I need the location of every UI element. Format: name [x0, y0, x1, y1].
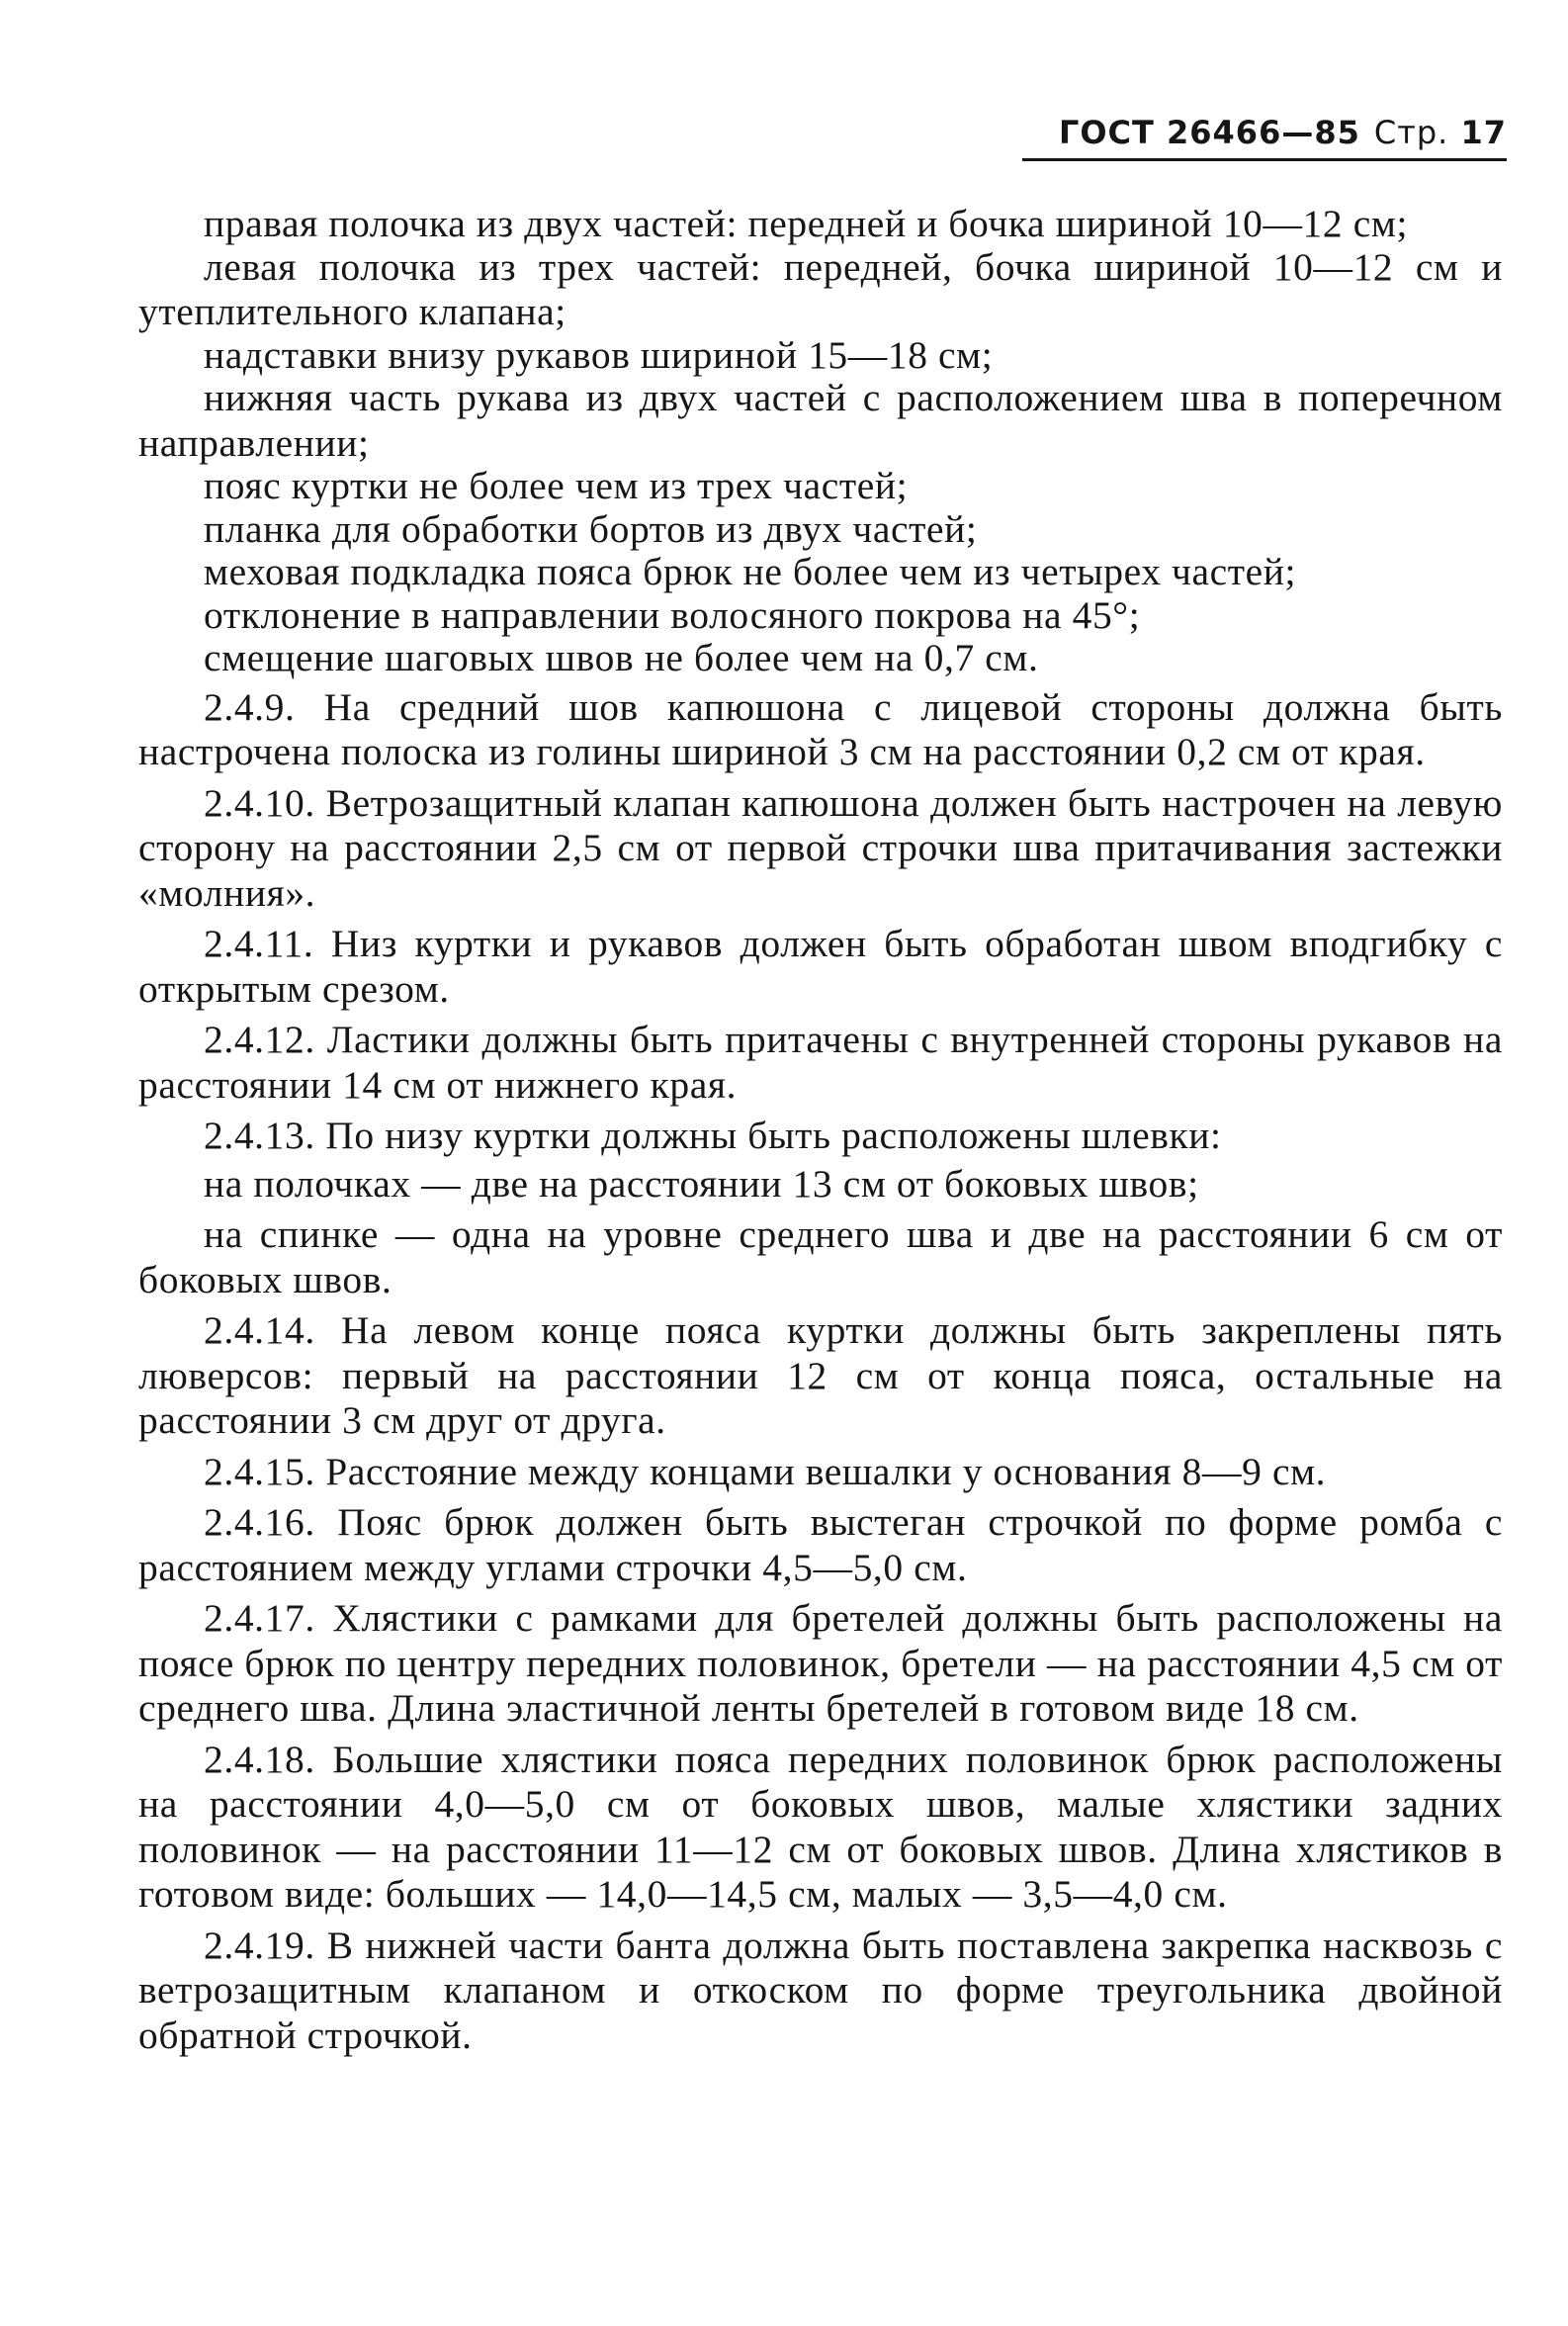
paragraph: левая полочка из трех частей: передней, бочка шириной 10—12 см и утеплительного клапана; [138, 244, 1503, 333]
paragraph: на спинке — одна на уровне среднего шва и две на расстоянии 6 см от боковых швов. [138, 1212, 1503, 1301]
document-body [138, 202, 1503, 2061]
clause-2-4-11: 2.4.11. Низ куртки и рукавов должен быть обработан швом вподгибку с открытым срезом. [138, 922, 1503, 1011]
paragraph: пояс куртки не более чем из трех частей; [204, 464, 909, 507]
page-label: Стр. [1373, 114, 1449, 151]
clause-2-4-14: 2.4.14. На левом конце пояса куртки должны быть закреплены пять люверсов: первый на расстоянии 12 см от конца пояса, остальные на расстоянии 3 см друг от друга. [138, 1308, 1503, 1442]
clause-2-4-17: 2.4.17. Хлястики с рамками для бретелей должны быть расположены на поясе брюк по центру передних половинок, бретели — на расстоянии 4,5 см от среднего шва. Длина эластичной ленты бретелей в готовом виде 18 см. [138, 1596, 1503, 1730]
clause-2-4-16: 2.4.16. Пояс брюк должен быть выстеган строчкой по форме ромба с расстоянием между углами строчки 4,5—5,0 см. [138, 1500, 1503, 1589]
clause-2-4-13: 2.4.13. По низу куртки должны быть расположены шлевки: [204, 1114, 1222, 1157]
page-header [1022, 111, 1507, 161]
clause-2-4-18: 2.4.18. Большие хлястики пояса передних половинок брюк расположены на расстоянии 4,0—5,0 см от боковых швов, малые хлястики задних половинок — на расстоянии 11—12 см от боковых швов. Длина хлястиков в готовом виде: больших — 14,0—14,5 см, малых — 3,5—4,0 см. [138, 1737, 1503, 1916]
paragraph: планка для обработки бортов из двух частей; [204, 506, 978, 551]
clause-2-4-9: 2.4.9. На средний шов капюшона с лицевой стороны должна быть настрочена полоска из голины шириной 3 см на расстоянии 0,2 см от края. [138, 684, 1503, 773]
paragraph: нижняя часть рукава из двух частей с расположением шва в поперечном направлении; [138, 376, 1503, 465]
paragraph: смещение шаговых швов не более чем на 0,7 см. [204, 636, 1039, 679]
paragraph: отклонение в направлении волосяного покрова на 45°; [204, 592, 1141, 637]
paragraph: надставки внизу рукавов шириной 15—18 см; [204, 332, 994, 377]
page-number: 17 [1460, 114, 1507, 151]
clause-2-4-15: 2.4.15. Расстояние между концами вешалки у основания 8—9 см. [204, 1449, 1327, 1493]
standard-number: ГОСТ 26466—85 [1058, 114, 1360, 151]
paragraph: правая полочка из двух частей: передней и бочка шириной 10—12 см; [204, 202, 1409, 245]
paragraph: на полочках — две на расстоянии 13 см от боковых швов; [204, 1161, 1199, 1206]
clause-2-4-19: 2.4.19. В нижней части банта должна быть поставлена закрепка насквозь с ветрозащитным клапаном и откоском по форме треугольника двойной обратной строчкой. [138, 1923, 1503, 2057]
clause-2-4-12: 2.4.12. Ластики должны быть притачены с внутренней стороны рукавов на расстоянии 14 см от нижнего края. [138, 1018, 1503, 1107]
paragraph: меховая подкладка пояса брюк не более чем из четырех частей; [204, 550, 1297, 593]
clause-2-4-10: 2.4.10. Ветрозащитный клапан капюшона должен быть настрочен на левую сторону на расстоянии 2,5 см от первой строчки шва притачивания застежки «молния». [138, 780, 1503, 915]
